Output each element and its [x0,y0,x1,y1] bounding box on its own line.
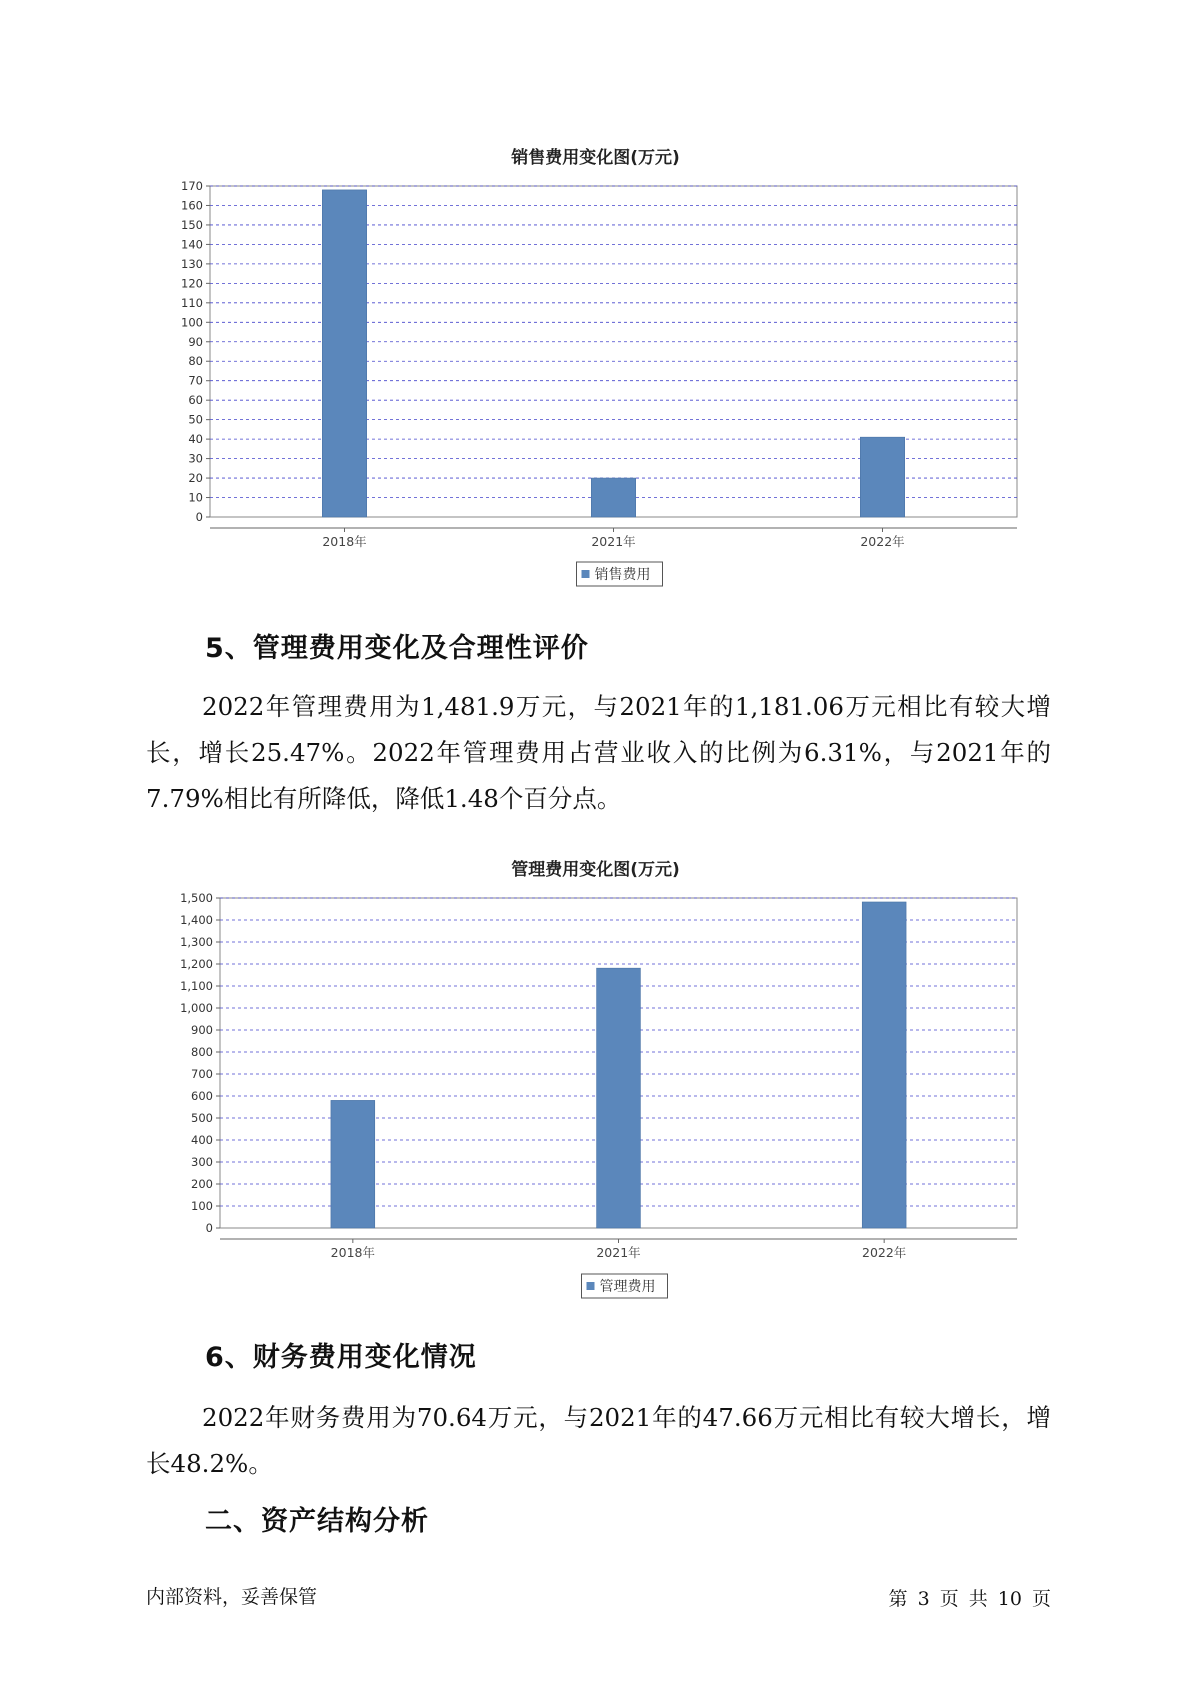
sales-y-tick-label: 150 [181,217,203,232]
sales-y-tick-label: 170 [181,179,203,193]
footer-page-number: 第 3 页 共 10 页 [888,1588,1051,1610]
admin-x-tick-label: 2018年 [330,1245,375,1260]
sales-x-tick-label: 2021年 [591,534,636,549]
admin-y-tick-label: 1,000 [180,1001,213,1015]
admin-y-tick-label: 900 [191,1023,213,1037]
admin-y-tick-label: 1,200 [180,957,213,971]
sales-y-tick-label: 90 [188,334,203,349]
sales-y-tick-label: 140 [181,237,203,252]
admin-y-tick-label: 1,500 [180,891,213,905]
section-two-heading: 二、资产结构分析 [205,1506,429,1537]
footer-confidential: 内部资料，妥善保管 [146,1586,318,1608]
admin-y-tick-label: 400 [191,1133,213,1147]
sales-y-tick-label: 100 [181,315,203,330]
admin-y-tick-label: 800 [191,1045,213,1059]
sales-y-tick-label: 130 [181,256,203,271]
sales-x-tick-label: 2018年 [322,534,367,549]
admin-x-tick-label: 2021年 [596,1245,641,1260]
admin-bar [862,902,906,1228]
section6-paragraph [146,1395,1051,1487]
sales-y-tick-label: 30 [188,451,203,466]
section5-text: 2022年管理费用为1,481.9万元，与2021年的1,181.06万元相比有较大增长，增长25.47%。2022年管理费用占营业收入的比例为6.31%，与2021年的7.79%相比有所降低，降低1.48个百分点。 [146,692,1051,813]
sales-y-tick-label: 160 [181,198,203,213]
admin-y-tick-label: 500 [191,1111,213,1125]
admin-chart-title: 管理费用变化图(万元) [511,860,680,880]
sales-y-tick-label: 110 [181,295,203,310]
sales-y-tick-label: 10 [188,490,203,505]
sales-y-tick-label: 0 [195,510,203,524]
admin-legend-swatch [587,1282,595,1290]
admin-x-tick-label: 2022年 [862,1245,907,1260]
sales-x-tick-label: 2022年 [860,534,905,549]
admin-y-tick-label: 300 [191,1155,213,1169]
sales-y-tick-label: 60 [188,393,203,408]
admin-y-tick-label: 1,300 [180,935,213,949]
sales-y-tick-label: 80 [188,354,203,369]
admin-bar [331,1100,375,1228]
sales-legend-label: 销售费用 [594,567,651,583]
admin-y-tick-label: 1,100 [180,979,213,993]
admin-y-tick-label: 600 [191,1089,213,1103]
sales-y-tick-label: 120 [181,276,203,291]
section5-heading: 5、管理费用变化及合理性评价 [205,633,589,664]
admin-y-tick-label: 100 [191,1199,213,1213]
admin-y-tick-label: 0 [205,1221,213,1235]
admin-legend-label: 管理费用 [599,1279,656,1295]
admin-y-tick-label: 1,400 [180,913,213,927]
section6-heading: 6、财务费用变化情况 [205,1342,477,1373]
admin-y-tick-label: 700 [191,1067,213,1081]
sales-y-tick-label: 70 [188,373,203,388]
admin-bar [597,968,641,1228]
sales-y-tick-label: 40 [188,432,203,447]
sales-chart-title: 销售费用变化图(万元) [511,148,680,168]
admin-y-tick-label: 200 [191,1177,213,1191]
sales-y-tick-label: 20 [188,471,203,486]
sales-y-tick-label: 50 [188,412,203,427]
section6-text: 2022年财务费用为70.64万元，与2021年的47.66万元相比有较大增长，增长48.2%。 [146,1403,1051,1478]
